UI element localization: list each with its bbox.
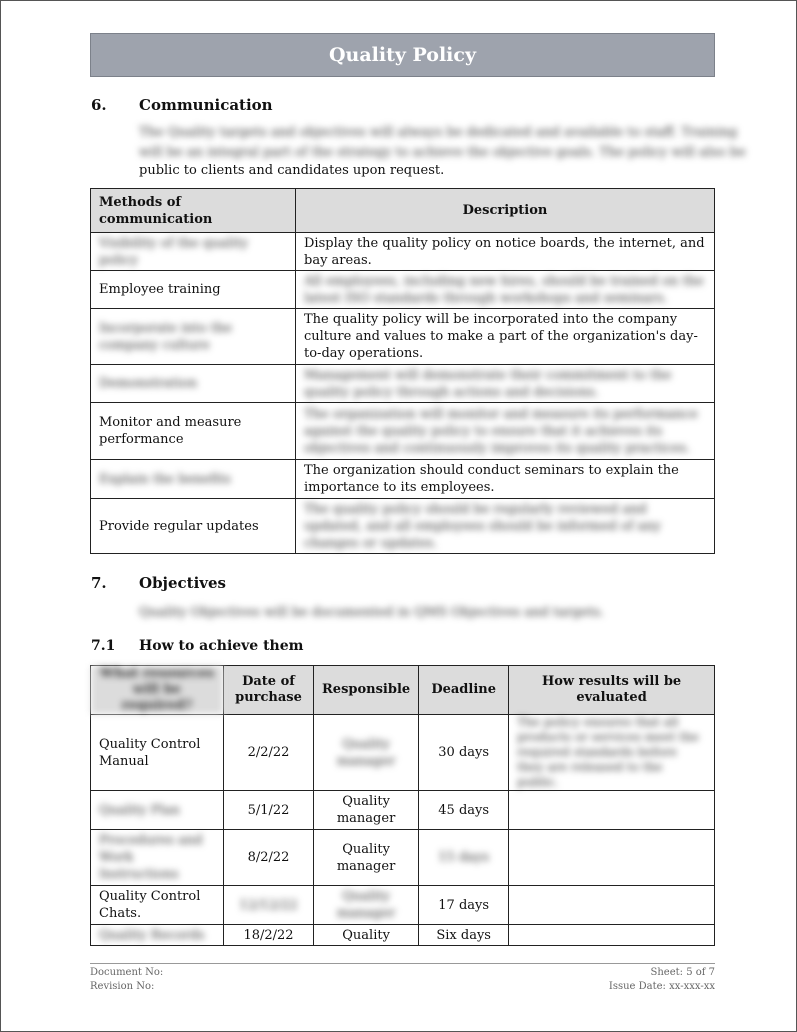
evaluation-cell: The policy ensures that all products or services meet the required standards before they are released to the public. xyxy=(509,715,715,791)
column-header: Deadline xyxy=(419,666,509,715)
section-6-title: Communication xyxy=(139,96,273,114)
description-cell: The quality policy will be incorporated into the company culture and values to make a part of the organization's day-to-day operations. xyxy=(296,309,715,365)
revision-number-label: Revision No: xyxy=(90,981,155,992)
column-header: Methods of communication xyxy=(91,189,296,233)
responsible-cell: Quality manager xyxy=(314,830,419,886)
description-cell: The organization should conduct seminars to explain the importance to its employees. xyxy=(296,460,715,499)
resource-cell: Quality Control Chats. xyxy=(91,886,224,925)
evaluation-cell xyxy=(509,925,715,946)
table-row xyxy=(91,309,715,365)
section-7-paragraph: Quality Objectives will be documented in QMS Objectives and targets. xyxy=(139,605,605,620)
date-cell: 2/2/22 xyxy=(224,715,314,791)
date-cell: 8/2/22 xyxy=(224,830,314,886)
table-row xyxy=(91,233,715,271)
table-row xyxy=(91,715,715,791)
responsible-cell: Quality xyxy=(314,925,419,946)
section-7-heading xyxy=(91,574,226,592)
method-cell: Explain the benefits xyxy=(91,460,296,499)
table-row xyxy=(91,271,715,309)
responsible-cell: Quality manager xyxy=(314,715,419,791)
resource-cell: Quality Records xyxy=(91,925,224,946)
table-row xyxy=(91,925,715,946)
method-cell: Incorporate into the company culture xyxy=(91,309,296,365)
resource-cell: Quality Control Manual xyxy=(91,715,224,791)
table-header-row xyxy=(91,666,715,715)
column-header: How results will be evaluated xyxy=(509,666,715,715)
description-cell: The organization will monitor and measure its performance against the quality policy to ensure that it achieves its objectives and continuously improves its quality practices. xyxy=(296,403,715,460)
deadline-cell: Six days xyxy=(419,925,509,946)
sheet-number: Sheet: 5 of 7 xyxy=(650,967,715,978)
column-header: What resources will be required? xyxy=(91,666,224,715)
method-cell: Employee training xyxy=(91,271,296,309)
document-title-banner xyxy=(90,33,715,77)
section-6-paragraph-line-1: The Quality targets and objectives will always be dedicated and available to staff. Training xyxy=(139,125,738,140)
responsible-cell: Quality manager xyxy=(314,886,419,925)
section-6-heading xyxy=(91,96,273,114)
issue-date: Issue Date: xx-xxx-xx xyxy=(608,981,715,992)
section-7-1-title: How to achieve them xyxy=(139,638,304,654)
table-header-row xyxy=(91,189,715,233)
section-6-number: 6. xyxy=(91,96,107,114)
table-row xyxy=(91,886,715,925)
date-cell: 5/1/22 xyxy=(224,791,314,830)
description-cell: Display the quality policy on notice boards, the internet, and bay areas. xyxy=(296,233,715,271)
deadline-cell: 15 days xyxy=(419,830,509,886)
method-cell: Demonstration xyxy=(91,365,296,403)
evaluation-cell xyxy=(509,830,715,886)
table-row xyxy=(91,460,715,499)
description-cell: The quality policy should be regularly reviewed and updated, and all employees should be informed of any changes or updates. xyxy=(296,499,715,554)
objectives-table xyxy=(90,665,715,946)
section-7-1-heading xyxy=(91,638,303,654)
column-header: Date of purchase xyxy=(224,666,314,715)
section-7-number: 7. xyxy=(91,574,107,592)
resource-cell: Quality Plan xyxy=(91,791,224,830)
section-7-1-number: 7.1 xyxy=(91,638,116,654)
responsible-cell: Quality manager xyxy=(314,791,419,830)
table-row xyxy=(91,791,715,830)
evaluation-cell xyxy=(509,886,715,925)
table-row xyxy=(91,830,715,886)
section-6-paragraph-line-3: public to clients and candidates upon request. xyxy=(139,163,445,178)
resource-cell: Procedures and Work Instructions xyxy=(91,830,224,886)
evaluation-cell xyxy=(509,791,715,830)
date-cell: 12/12/22 xyxy=(224,886,314,925)
document-title: Quality Policy xyxy=(328,44,477,66)
deadline-cell: 17 days xyxy=(419,886,509,925)
deadline-cell: 45 days xyxy=(419,791,509,830)
table-row xyxy=(91,499,715,554)
table-row xyxy=(91,403,715,460)
description-cell: Management will demonstrate their commitment to the quality policy through actions and decisions. xyxy=(296,365,715,403)
page-footer xyxy=(90,963,715,994)
column-header: Responsible xyxy=(314,666,419,715)
document-number-label: Document No: xyxy=(90,967,164,978)
method-cell: Monitor and measure performance xyxy=(91,403,296,460)
method-cell: Provide regular updates xyxy=(91,499,296,554)
deadline-cell: 30 days xyxy=(419,715,509,791)
column-header: Description xyxy=(296,189,715,233)
section-6-paragraph-line-2: will be an integral part of the strategy to achieve the objective goals. The policy will also be xyxy=(139,145,746,160)
method-cell: Visibility of the quality policy xyxy=(91,233,296,271)
section-7-title: Objectives xyxy=(139,574,226,592)
description-cell: All employees, including new hires, should be trained on the latest ISO standards through workshops and seminars. xyxy=(296,271,715,309)
date-cell: 18/2/22 xyxy=(224,925,314,946)
communication-methods-table xyxy=(90,188,715,554)
table-row xyxy=(91,365,715,403)
